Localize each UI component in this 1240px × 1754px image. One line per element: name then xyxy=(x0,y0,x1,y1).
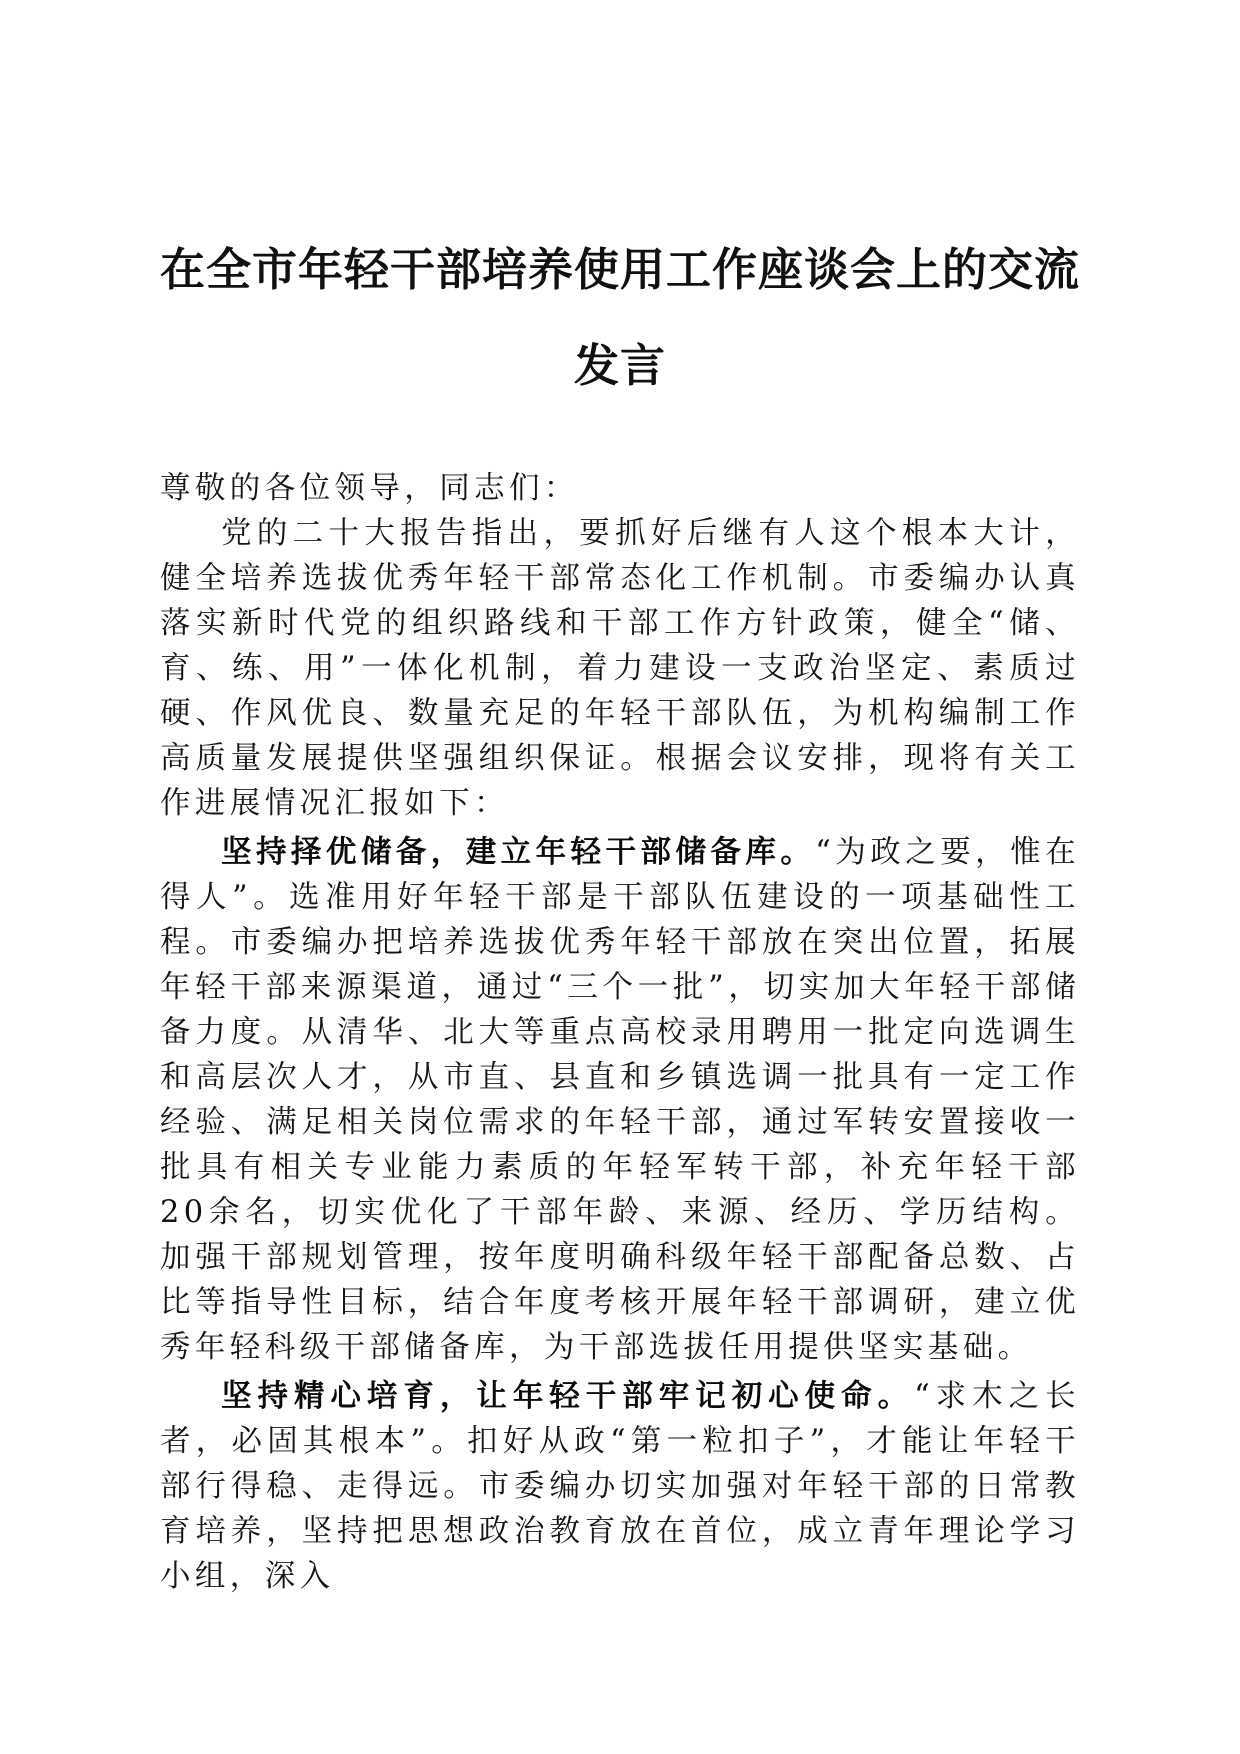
section-text-2: “求木之长者，必固其根本”。扣好从政“第一粒扣子”，才能让年轻干部行得稳、走得远。市委编办切实加强对年轻干部的日常教育培养，坚持把思想政治教育放在首位，成立青年理论学习小组，深入 xyxy=(160,1379,1080,1594)
section-heading-1: 坚持择优储备，建立年轻干部储备库。 xyxy=(221,835,816,870)
section-text-1: “为政之要，惟在得人”。选准用好年轻干部是干部队伍建设的一项基础性工程。市委编办把培养选拔优秀年轻干部放在突出位置，拓展年轻干部来源渠道，通过“三个一批”，切实加大年轻干部储备力度。从清华、北大等重点高校录用聘用一批定向选调生和高层次人才，从市直、县直和乡镇选调一批具有一定工作经验、满足相关岗位需求的年轻干部，通过军转安置接收一批具有相关专业能力素质的年轻军转干部，补充年轻干部20余名，切实优化了干部年龄、来源、经历、学历结构。加强干部规划管理，按年度明确科级年轻干部配备总数、占比等指导性目标，结合年度考核开展年轻干部调研，建立优秀年轻科级干部储备库，为干部选拔任用提供坚实基础。 xyxy=(160,835,1080,1365)
section-paragraph-2 xyxy=(160,1374,1080,1599)
section-heading-2: 坚持精心培育，让年轻干部牢记初心使命。 xyxy=(221,1379,915,1414)
section-paragraph-1 xyxy=(160,830,1080,1370)
intro-paragraph: 党的二十大报告指出，要抓好后继有人这个根本大计，健全培养选拔优秀年轻干部常态化工作机制。市委编办认真落实新时代党的组织路线和干部工作方针政策，健全“储、育、练、用”一体化机制，着力建设一支政治坚定、素质过硬、作风优良、数量充足的年轻干部队伍，为机构编制工作高质量发展提供坚强组织保证。根据会议安排，现将有关工作进展情况汇报如下： xyxy=(160,516,1080,821)
document-title: 在全市年轻干部培养使用工作座谈会上的交流发言 xyxy=(159,243,1080,392)
salutation: 尊敬的各位领导，同志们： xyxy=(160,471,579,506)
document-body xyxy=(160,466,1080,1599)
